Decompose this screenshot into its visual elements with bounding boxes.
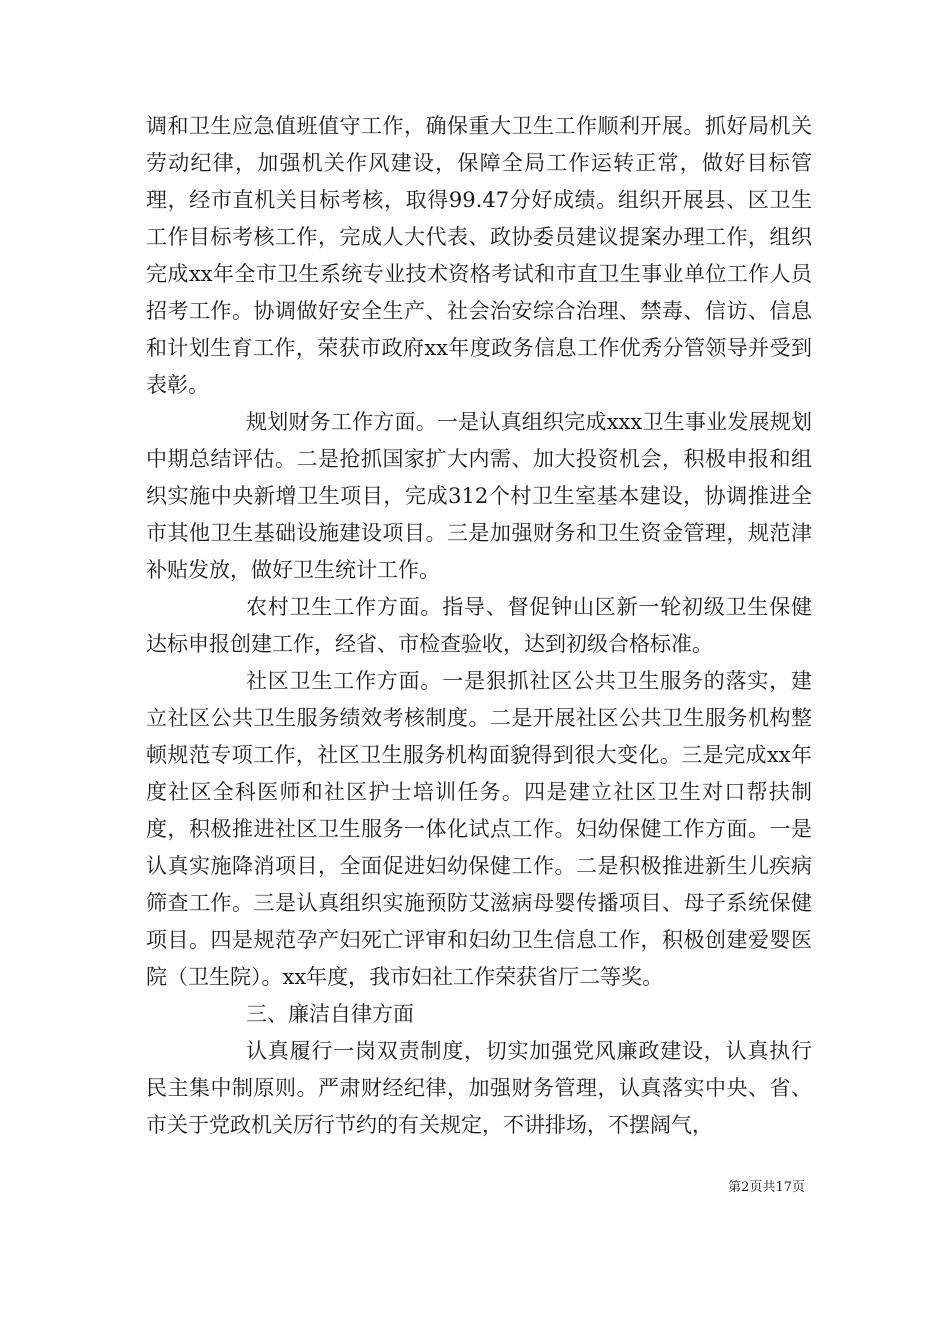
paragraph-community-health: 社区卫生工作方面。一是狠抓社区公共卫生服务的落实，建立社区公共卫生服务绩效考核制度。二是开展社区公共卫生服务机构整顿规范专项工作，社区卫生服务机构面貌得到很大变化。三是完成xx年度社区全科医师和社区护士培训任务。四是建立社区卫生对口帮扶制度，积极推进社区卫生服务一体化试点工作。妇幼保健工作方面。一是认真实施降消项目，全面促进妇幼保健工作。二是积极推进新生儿疾病筛查工作。三是认真组织实施预防艾滋病母婴传播项目、母子系统保健项目。四是规范孕产妇死亡评审和妇幼卫生信息工作，积极创建爱婴医院（卫生院）。xx年度，我市妇社工作荣获省厅二等奖。 [146,669,812,989]
section-heading-integrity: 三、廉洁自律方面 [246,1002,414,1026]
paragraph-integrity: 认真履行一岗双责制度，切实加强党风廉政建设，认真执行民主集中制原则。严肃财经纪律，加强财务管理，认真落实中央、省、市关于党政机关厉行节约的有关规定，不讲排场，不摆阔气， [146,1039,812,1137]
paragraph-continuation: 调和卫生应急值班值守工作，确保重大卫生工作顺利开展。抓好局机关劳动纪律，加强机关作风建设，保障全局工作运转正常，做好目标管理，经市直机关目标考核，取得99.47分好成绩。组织开展县、区卫生工作目标考核工作，完成人大代表、政协委员建议提案办理工作，组织完成xx年全市卫生系统专业技术资格考试和市直卫生事业单位工作人员招考工作。协调做好安全生产、社会治安综合治理、禁毒、信访、信息和计划生育工作，荣获市政府xx年度政务信息工作优秀分管领导并受到表彰。 [146,114,812,397]
paragraph-planning-finance: 规划财务工作方面。一是认真组织完成xxx卫生事业发展规划中期总结评估。二是抢抓国家扩大内需、加大投资机会，积极申报和组织实施中央新增卫生项目，完成312个村卫生室基本建设，协调推进全市其他卫生基础设施建设项目。三是加强财务和卫生资金管理，规范津补贴发放，做好卫生统计工作。 [146,410,812,582]
paragraph-rural-health: 农村卫生工作方面。指导、督促钟山区新一轮初级卫生保健达标申报创建工作，经省、市检查验收，达到初级合格标准。 [146,595,812,656]
page-number: 第2页共17页 [728,1180,805,1195]
document-body [146,108,812,1144]
